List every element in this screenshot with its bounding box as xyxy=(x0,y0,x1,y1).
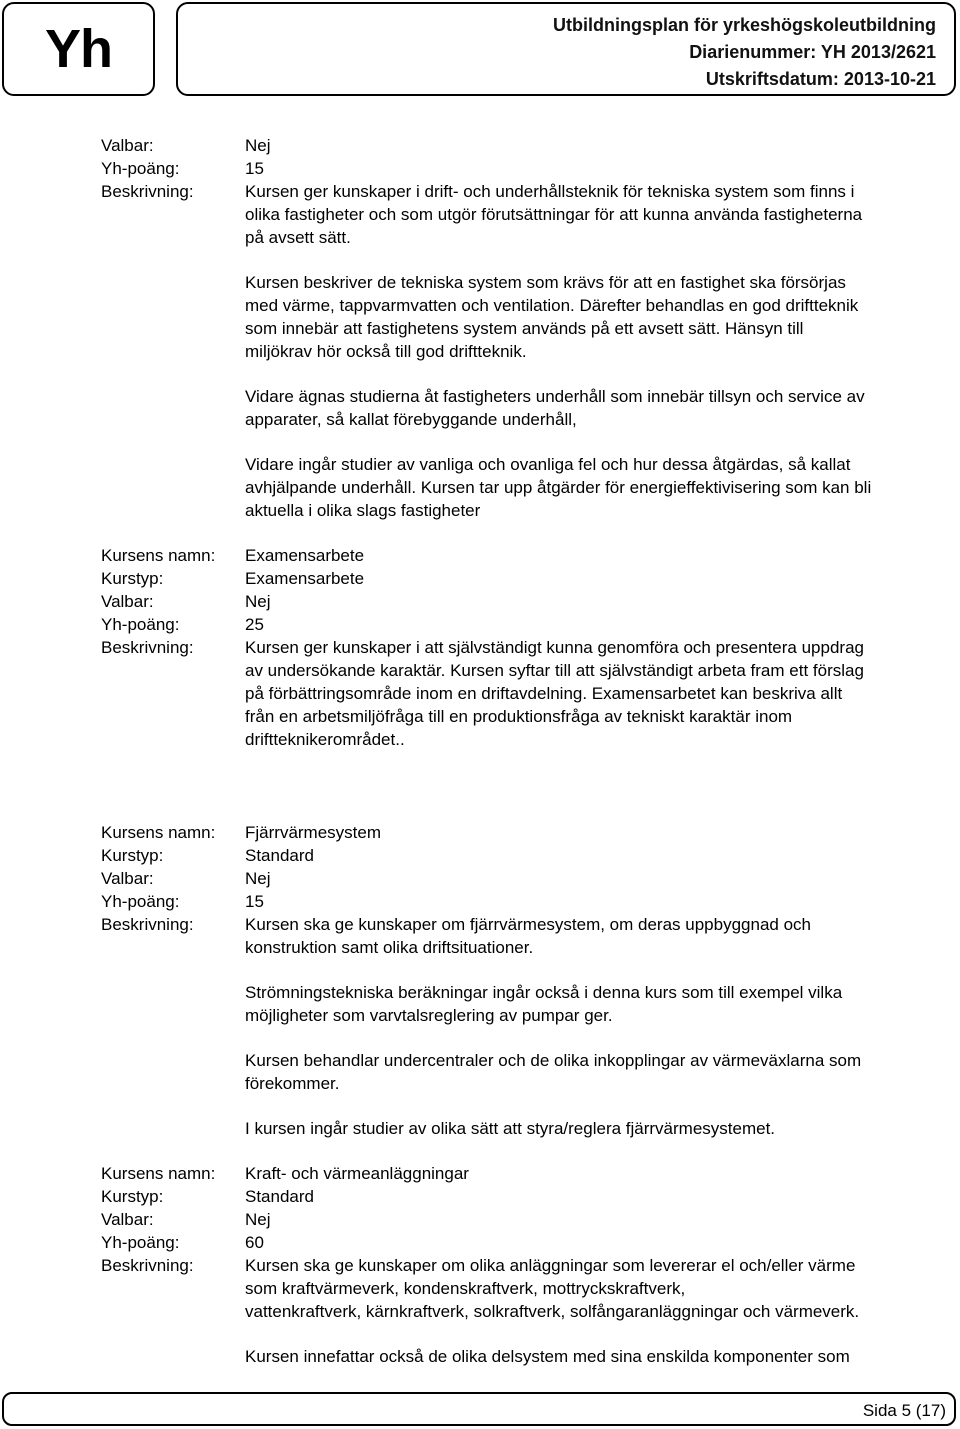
yhpoang-row xyxy=(101,613,951,636)
page-number: Sida 5 (17) xyxy=(862,1401,946,1420)
yhpoang-row xyxy=(101,157,951,180)
beskrivning-label: Beskrivning: xyxy=(101,638,194,657)
page-footer xyxy=(2,1392,956,1426)
text-line: apparater, så kallat förebyggande underhåll, xyxy=(245,410,577,429)
yhpoang-value: 15 xyxy=(245,892,264,911)
text-line: Kursen ger kunskaper i drift- och underhållsteknik för tekniska system som finns i xyxy=(245,182,855,201)
kursnamn-label: Kursens namn: xyxy=(101,546,216,565)
kurstyp-row xyxy=(101,567,951,590)
text-line: I kursen ingår studier av olika sätt att styra/reglera fjärrvärmesystemet. xyxy=(245,1119,776,1138)
kurstyp-row xyxy=(101,1185,951,1208)
course-section xyxy=(101,821,951,1140)
kurstyp-label: Kurstyp: xyxy=(101,569,164,588)
text-line: miljökrav hör också till god driftteknik. xyxy=(245,342,527,361)
text-line: Kursen ska ge kunskaper om olika anläggningar som levererar el och/eller värme xyxy=(245,1256,856,1275)
kursnamn-row xyxy=(101,1162,951,1185)
yhpoang-row xyxy=(101,890,951,913)
yh-logo: Yh xyxy=(2,2,155,96)
beskrivning-text xyxy=(245,180,951,522)
kursnamn-row xyxy=(101,821,951,844)
document-header xyxy=(176,2,956,96)
kurstyp-label: Kurstyp: xyxy=(101,1187,164,1206)
text-line: förekommer. xyxy=(245,1074,340,1093)
beskrivning-label: Beskrivning: xyxy=(101,915,194,934)
kursnamn-value: Kraft- och värmeanläggningar xyxy=(245,1164,469,1183)
text-line: Kursen innefattar också de olika delsystem med sina enskilda komponenter som xyxy=(245,1347,850,1366)
yhpoang-label: Yh-poäng: xyxy=(101,615,180,634)
text-line: av undersökande karaktär. Kursen syftar till att självständigt arbeta fram ett förslag xyxy=(245,661,864,680)
text-line: möjligheter som varvtalsreglering av pumpar ger. xyxy=(245,1006,613,1025)
text-line: på förbättringsområde inom en driftavdelning. Examensarbetet kan beskriva allt xyxy=(245,684,843,703)
yhpoang-label: Yh-poäng: xyxy=(101,1233,180,1252)
text-line: på avsett sätt. xyxy=(245,228,351,247)
text-line: med värme, tappvarmvatten och ventilation. Därefter behandlas en god driftteknik xyxy=(245,296,859,315)
valbar-row xyxy=(101,134,951,157)
kursnamn-value: Fjärrvärmesystem xyxy=(245,823,382,842)
course-section xyxy=(101,1162,951,1368)
text-line: Kursen ger kunskaper i att självständigt kunna genomföra och presentera uppdrag xyxy=(245,638,864,657)
valbar-value: Nej xyxy=(245,592,271,611)
valbar-label: Valbar: xyxy=(101,869,154,888)
beskrivning-label: Beskrivning: xyxy=(101,1256,194,1275)
yhpoang-value: 15 xyxy=(245,159,264,178)
valbar-value: Nej xyxy=(245,1210,271,1229)
text-line: avhjälpande underhåll. Kursen tar upp åtgärder för energieffektivisering som kan bli xyxy=(245,478,872,497)
kursnamn-label: Kursens namn: xyxy=(101,1164,216,1183)
kurstyp-value: Standard xyxy=(245,846,314,865)
utskriftsdatum: Utskriftsdatum: 2013-10-21 xyxy=(705,69,936,89)
beskrivning-label: Beskrivning: xyxy=(101,182,194,201)
course-section xyxy=(101,134,951,522)
text-line: Strömningstekniska beräkningar ingår också i denna kurs som till exempel vilka xyxy=(245,983,843,1002)
kursnamn-value: Examensarbete xyxy=(245,546,365,565)
text-line: olika fastigheter och som utgör förutsättningar för att kunna använda fastigheterna xyxy=(245,205,863,224)
kurstyp-label: Kurstyp: xyxy=(101,846,164,865)
yhpoang-label: Yh-poäng: xyxy=(101,159,180,178)
valbar-row xyxy=(101,590,951,613)
valbar-value: Nej xyxy=(245,869,271,888)
text-line: driftteknikerområdet.. xyxy=(245,730,405,749)
text-line: Vidare ägnas studierna åt fastigheters underhåll som innebär tillsyn och service av xyxy=(245,387,865,406)
kurstyp-value: Examensarbete xyxy=(245,569,365,588)
course-section xyxy=(101,544,951,751)
text-line: aktuella i olika slags fastigheter xyxy=(245,501,481,520)
yhpoang-value: 25 xyxy=(245,615,264,634)
valbar-label: Valbar: xyxy=(101,1210,154,1229)
beskrivning-row xyxy=(101,180,951,522)
beskrivning-row xyxy=(101,636,951,751)
text-line: Kursen behandlar undercentraler och de olika inkopplingar av värmeväxlarna som xyxy=(245,1051,862,1070)
text-line: Kursen beskriver de tekniska system som krävs för att en fastighet ska försörjas xyxy=(245,273,846,292)
course-list xyxy=(101,134,951,1368)
beskrivning-text xyxy=(245,1254,951,1368)
document-title: Utbildningsplan för yrkeshögskoleutbildning xyxy=(552,15,936,35)
text-line: vattenkraftverk, kärnkraftverk, solkraftverk, solfångaranläggningar och värmeverk. xyxy=(245,1302,860,1321)
valbar-label: Valbar: xyxy=(101,592,154,611)
beskrivning-text xyxy=(245,636,951,751)
diarienummer: Diarienummer: YH 2013/2621 xyxy=(689,42,936,62)
yhpoang-label: Yh-poäng: xyxy=(101,892,180,911)
text-line: som innebär att fastighetens system används på ett avsett sätt. Hänsyn till xyxy=(245,319,804,338)
kursnamn-label: Kursens namn: xyxy=(101,823,216,842)
valbar-value: Nej xyxy=(245,136,271,155)
kursnamn-row xyxy=(101,544,951,567)
valbar-row xyxy=(101,867,951,890)
beskrivning-row xyxy=(101,1254,951,1368)
text-line: Kursen ska ge kunskaper om fjärrvärmesystem, om deras uppbyggnad och xyxy=(245,915,811,934)
yhpoang-value: 60 xyxy=(245,1233,264,1252)
beskrivning-row xyxy=(101,913,951,1140)
text-line: från en arbetsmiljöfråga till en produktionsfråga av tekniskt karaktär inom xyxy=(245,707,793,726)
kurstyp-value: Standard xyxy=(245,1187,314,1206)
text-line: Vidare ingår studier av vanliga och ovanliga fel och hur dessa åtgärdas, så kallat xyxy=(245,455,851,474)
kurstyp-row xyxy=(101,844,951,867)
beskrivning-text xyxy=(245,913,951,1140)
text-line: konstruktion samt olika driftsituationer. xyxy=(245,938,534,957)
yhpoang-row xyxy=(101,1231,951,1254)
text-line: som kraftvärmeverk, kondenskraftverk, mottryckskraftverk, xyxy=(245,1279,686,1298)
valbar-label: Valbar: xyxy=(101,136,154,155)
valbar-row xyxy=(101,1208,951,1231)
